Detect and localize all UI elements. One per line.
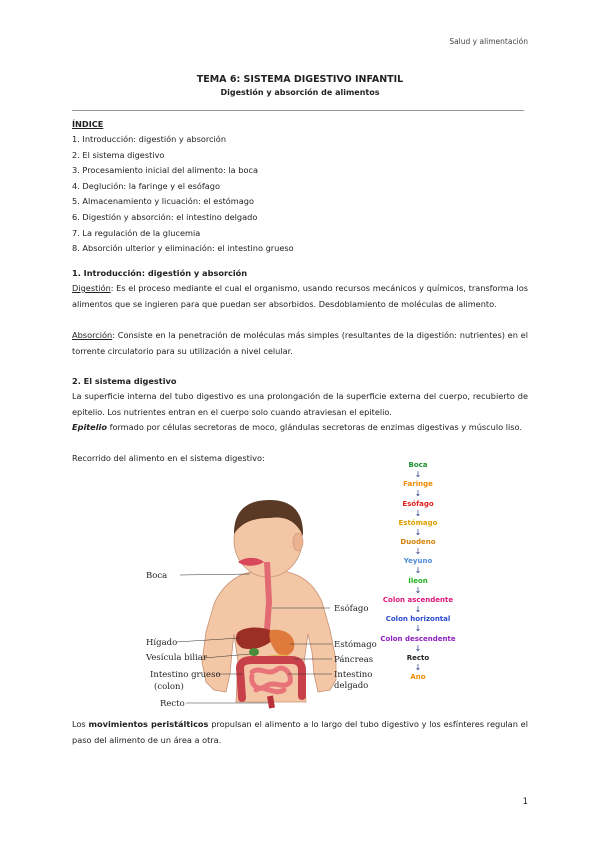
index-item: 2. El sistema digestivo xyxy=(72,149,165,160)
closing-post: propulsan el alimento a lo largo del tubo digestivo y los esfínteres regulan el paso del alimento de un área a otra. xyxy=(72,719,528,745)
label-colon: (colon) xyxy=(154,682,184,692)
index-item: 1. Introducción: digestión y absorción xyxy=(72,134,227,144)
label-boca: Boca xyxy=(146,571,168,581)
absorcion-text: : Consiste en la penetración de moléculas más simples (resultantes de la digestión: nutrientes) en el torrente circulatorio para su utilización a nivel celular. xyxy=(72,330,528,356)
index-item: 5. Almacenamiento y licuación: el estómago xyxy=(72,196,255,207)
flow-item-recto: Recto xyxy=(406,653,430,662)
epitelio-text: formado por células secretoras de moco, glándulas secretoras de enzimas digestivas y músculo liso. xyxy=(106,422,523,432)
index-title: ÍNDICE xyxy=(72,119,104,129)
surface-paragraph: La superficie interna del tubo digestivo es una prolongación de la superficie externa del cuerpo, recubierto de epitelio. Los nutrientes entran en el cuerpo solo cuando atraviesan el epitelio. xyxy=(72,391,528,417)
arrow-down-icon: ↓ xyxy=(414,662,422,672)
label-intestino-grueso: Intestino grueso xyxy=(150,670,221,680)
label-intestino-delgado-1: Intestino xyxy=(334,670,373,680)
arrow-down-icon: ↓ xyxy=(414,585,422,595)
index-item: 8. Absorción ulterior y eliminación: el intestino grueso xyxy=(72,243,294,254)
index-item: 6. Digestión y absorción: el intestino delgado xyxy=(72,211,258,222)
label-higado: Hígado xyxy=(146,638,178,648)
flow-item-colon-ascendente: Colon ascendente xyxy=(382,596,454,605)
flow-item-colon-descendente: Colon descendente xyxy=(380,634,456,643)
flow-item-ileon: Íleon xyxy=(408,576,428,585)
arrow-down-icon: ↓ xyxy=(414,566,422,576)
peristalsis-term: movimientos peristálticos xyxy=(88,719,209,729)
flow-item-colon-horizontal: Colon horizontal xyxy=(385,615,451,624)
arrow-down-icon: ↓ xyxy=(414,547,422,557)
section1-title: 1. Introducción: digestión y absorción xyxy=(72,268,248,278)
title-divider xyxy=(72,110,524,111)
arrow-down-icon: ↓ xyxy=(414,605,422,615)
flow-item-boca: Boca xyxy=(408,461,428,469)
arrow-down-icon: ↓ xyxy=(414,643,422,653)
arrow-down-icon: ↓ xyxy=(414,489,422,499)
document-subtitle: Digestión y absorción de alimentos xyxy=(220,88,380,97)
flow-item-ano: Ano xyxy=(410,673,426,682)
section2-title: 2. El sistema digestivo xyxy=(72,376,177,386)
arrow-down-icon: ↓ xyxy=(414,508,422,518)
arrow-down-icon: ↓ xyxy=(414,624,422,634)
ear-shape xyxy=(293,533,303,551)
rectum-shape xyxy=(270,696,272,708)
digestion-term: Digestión xyxy=(72,283,111,293)
food-pathway-flow xyxy=(370,460,466,683)
absorcion-paragraph xyxy=(72,328,528,359)
page-number: 1 xyxy=(522,797,528,807)
document-title: TEMA 6: SISTEMA DIGESTIVO INFANTIL xyxy=(196,74,404,85)
epitelio-paragraph xyxy=(72,420,528,436)
epitelio-term: Epitelio xyxy=(72,422,107,432)
digestion-paragraph xyxy=(72,281,528,312)
arrow-down-icon: ↓ xyxy=(414,527,422,537)
flow-item-faringe: Faringe xyxy=(403,480,433,489)
flow-item-esofago: Esófago xyxy=(402,499,434,508)
label-esofago: Esófago xyxy=(334,604,369,614)
digestive-system-illustration xyxy=(146,462,396,712)
index-item: 7. La regulación de la glucemia xyxy=(72,227,201,238)
label-pancreas: Páncreas xyxy=(334,655,374,665)
flow-item-estomago: Estómago xyxy=(398,518,438,527)
arrow-down-icon: ↓ xyxy=(414,470,422,479)
leader-boca xyxy=(180,574,250,575)
label-estomago: Estómago xyxy=(334,640,377,650)
gallbladder-shape xyxy=(249,648,259,656)
label-vesicula: Vesícula biliar xyxy=(146,653,207,663)
index-list xyxy=(72,132,528,257)
absorcion-term: Absorción xyxy=(72,330,113,340)
closing-pre: Los xyxy=(72,719,89,729)
flow-item-yeyuno: Yeyuno xyxy=(403,557,433,566)
peristalsis-paragraph xyxy=(72,717,528,748)
digestion-text: : Es el proceso mediante el cual el organismo, usando recursos mecánicos y químicos, transforma los alimentos que se ingieren para que puedan ser absorbidos. Desdoblamiento de moléculas de alimento. xyxy=(72,283,528,309)
running-header: Salud y alimentación xyxy=(449,37,528,46)
flow-item-duodeno: Duodeno xyxy=(400,538,436,547)
label-recto: Recto xyxy=(160,699,185,709)
recorrido-caption: Recorrido del alimento en el sistema digestivo: xyxy=(72,453,265,463)
index-item: 3. Procesamiento inicial del alimento: la boca xyxy=(72,165,259,176)
index-item: 4. Deglución: la faringe y el esófago xyxy=(72,180,220,191)
label-intestino-delgado-2: delgado xyxy=(334,681,369,691)
